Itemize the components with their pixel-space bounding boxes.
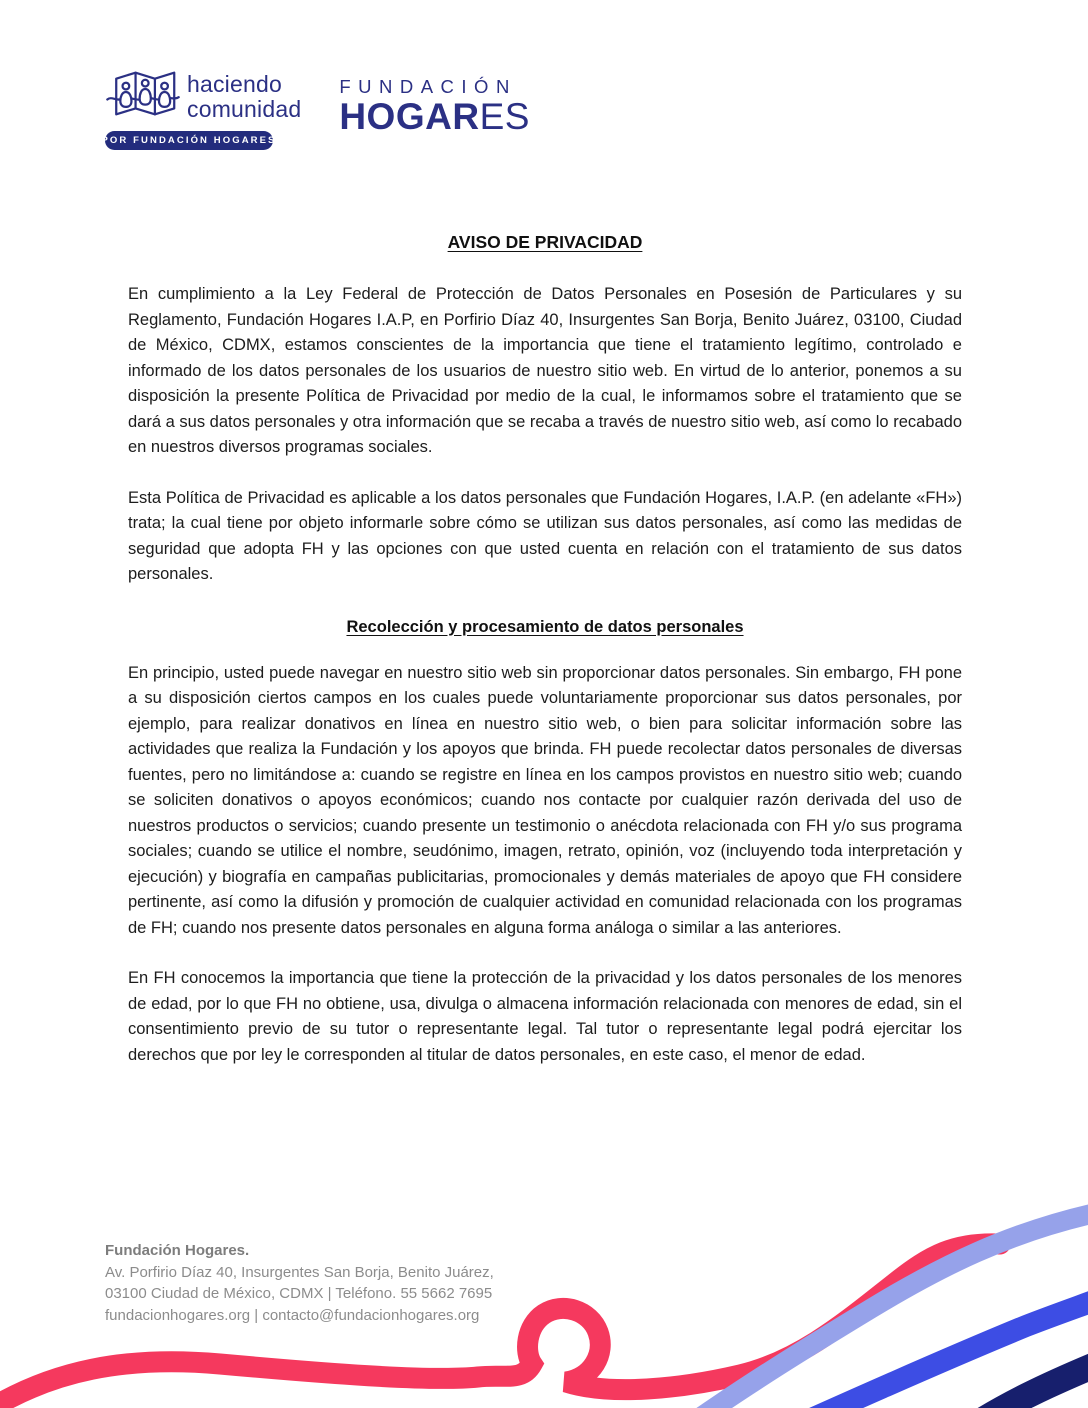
logo-haciendo-comunidad-top	[105, 66, 301, 124]
footer-address-line-2: 03100 Ciudad de México, CDMX | Teléfono. 55 5662 7695	[105, 1285, 493, 1302]
document-body	[128, 232, 962, 1093]
footer-contact-line: fundacionhogares.org | contacto@fundacionhogares.org	[105, 1306, 480, 1324]
folded-map-people-icon	[105, 66, 181, 124]
logo-haciendo-comunidad	[101, 66, 302, 150]
page-title: AVISO DE PRIVACIDAD	[447, 232, 643, 252]
intro-paragraph-1: En cumplimiento a la Ley Federal de Protección de Datos Personales en Posesión de Particulares y su Reglamento, Fundación Hogares I.A.P, en Porfirio Díaz 40, Insurgentes San Borja, Benito Juárez, 03100, Ciudad de México, CDMX, estamos conscientes de la importancia que tiene el tratamiento legítimo, controlado e informado de los datos personales de los usuarios de nuestro sitio web. En virtud de lo anterior, ponemos a su disposición la presente Política de Privacidad por medio de la cual, le informamos sobre el tratamiento que se dará a sus datos personales y otra información que se recaba a través de nuestro sitio web, así como lo recabado en nuestros diversos programas sociales.	[128, 285, 962, 456]
wave-decoration	[0, 1186, 1088, 1408]
hogar-bold-text: HOGAR	[339, 96, 480, 137]
section-heading-recoleccion: Recolección y procesamiento de datos personales	[346, 617, 744, 636]
header-logos	[101, 66, 530, 150]
es-light-text: ES	[479, 96, 530, 137]
comunidad-word: comunidad	[187, 96, 302, 122]
footer-org-name: Fundación Hogares.	[105, 1242, 250, 1259]
wave-navy-ribbon	[958, 1358, 1088, 1408]
haciendo-word: haciendo	[187, 71, 282, 97]
badge-por-fundacion-hogares: POR FUNDACIÓN HOGARES	[105, 131, 273, 150]
section-paragraph-2: En FH conocemos la importancia que tiene la protección de la privacidad y los datos personales de los menores de edad, por lo que FH no obtiene, usa, divulga o almacena información relacionada con menores de edad, sin el consentimiento previo de su tutor o representante legal. Tal tutor o representante legal podrá ejercitar los derechos que por ley le corresponden al titular de datos personales, en este caso, el menor de edad.	[128, 969, 962, 1064]
logo-fundacion-hogares	[339, 77, 530, 136]
hogares-wordmark	[339, 98, 530, 136]
footer-address-line-1: Av. Porfirio Díaz 40, Insurgentes San Borja, Benito Juárez,	[105, 1263, 494, 1281]
fundacion-wordmark: FUNDACIÓN	[339, 76, 517, 97]
section-paragraph-1: En principio, usted puede navegar en nuestro sitio web sin proporcionar datos personales. Sin embargo, FH pone a su disposición ciertos campos en los cuales puede voluntariamente proporcionar sus datos personales, por ejemplo, para realizar donativos en línea en nuestro sitio web, o bien para solicitar información sobre las actividades que realiza la Fundación y los apoyos que brinda. FH puede recolectar datos personales de diversas fuentes, pero no limitándose a: cuando se registre en línea en los campos provistos en nuestro sitio web; cuando se soliciten donativos o apoyos económicos; cuando nos contacte por cualquier razón derivada del uso de nuestros productos o servicios; cuando presente un testimonio o anécdota relacionada con FH y/o sus programa sociales; cuando se utilice el nombre, seudónimo, imagen, retrato, opinión, voz (incluyendo toda interpretación y ejecución) y biografía en campañas publicitarias, promocionales y demás materiales de apoyo que FH considere pertinente, así como la difusión y promoción de cualquier actividad en comunidad relacionada con los programas de FH; cuando nos presente datos personales en alguna forma análoga o similar a las anteriores.	[128, 663, 962, 937]
intro-paragraph-2: Esta Política de Privacidad es aplicable a los datos personales que Fundación Hogares, I.A.P. (en adelante «FH») trata; la cual tiene por objeto informarle sobre cómo se utilizan sus datos personales, así como las medidas de seguridad que adopta FH y las opciones con que usted cuenta en relación con el tratamiento de sus datos personales.	[128, 488, 962, 583]
haciendo-comunidad-wordmark	[187, 72, 301, 122]
